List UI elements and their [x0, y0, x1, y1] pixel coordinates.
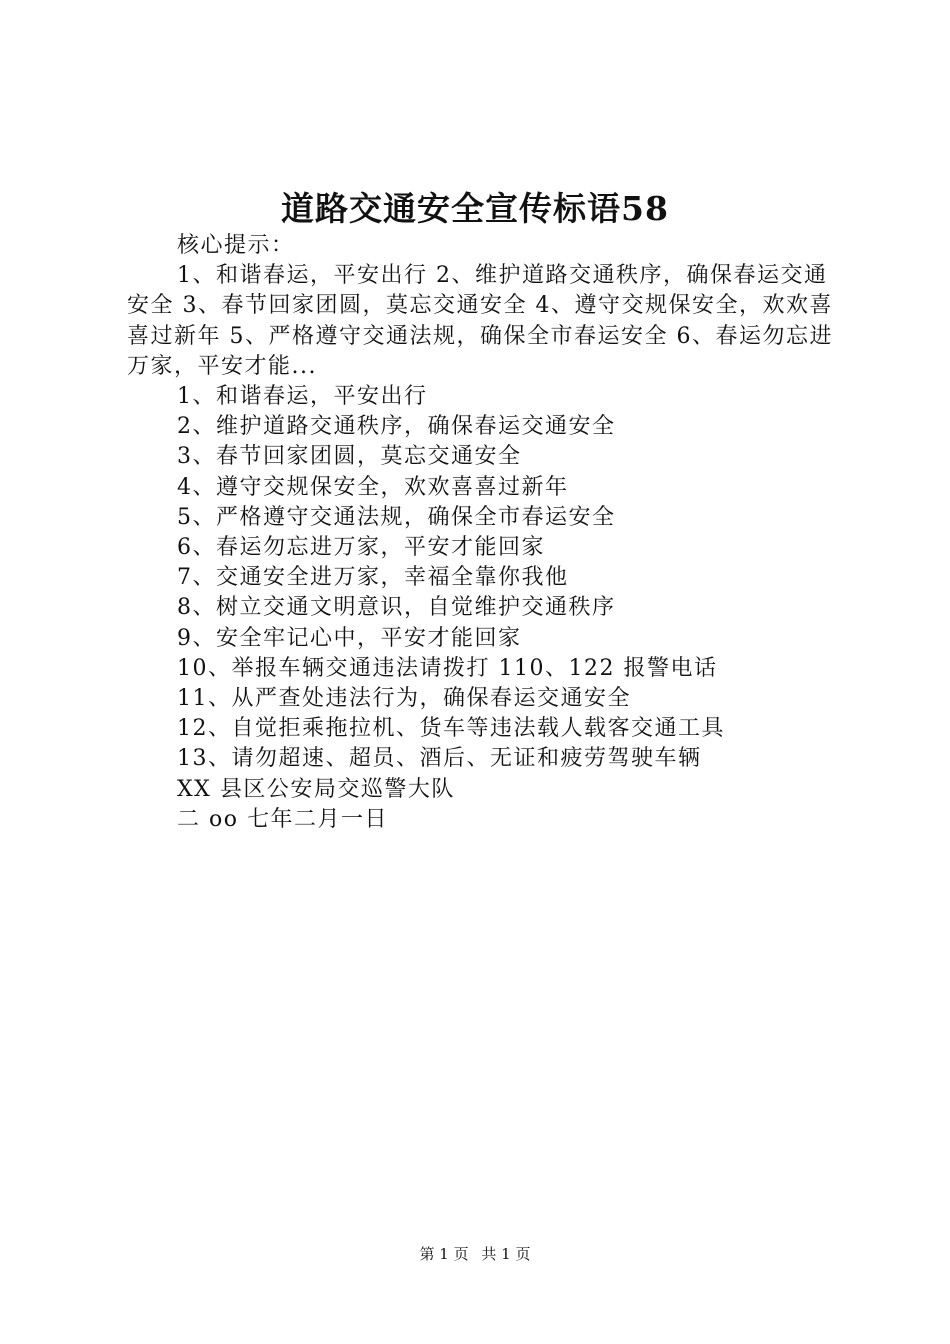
slogan-item: 5、严格遵守交通法规，确保全市春运安全: [177, 504, 616, 530]
slogan-item: 2、维护道路交通秩序，确保春运交通安全: [177, 414, 616, 440]
document-body: [127, 231, 847, 835]
slogan-item: 1、和谐春运，平安出行: [177, 384, 428, 410]
slogan-item: 3、春节回家团圆，莫忘交通安全: [177, 444, 522, 470]
slogan-item: 7、交通安全进万家，幸福全靠你我他: [177, 565, 569, 591]
page-total: 共 1 页: [481, 1245, 531, 1263]
slogan-item: 6、春运勿忘进万家，平安才能回家: [177, 535, 545, 561]
document-title: 道路交通安全宣传标语58: [281, 189, 669, 228]
page-number: 第 1 页: [419, 1245, 469, 1263]
slogan-item: 13、请勿超速、超员、酒后、无证和疲劳驾驶车辆: [177, 746, 702, 772]
slogan-item: 12、自觉拒乘拖拉机、货车等违法载人载客交通工具: [177, 716, 725, 742]
page-footer: [0, 1244, 950, 1264]
slogan-item: 4、遵守交规保安全，欢欢喜喜过新年: [177, 474, 569, 500]
slogan-item: 9、安全牢记心中，平安才能回家: [177, 625, 522, 651]
slogan-item: 11、从严查处违法行为，确保春运交通安全: [177, 686, 631, 712]
date-line: 二 oo 七年二月一日: [177, 806, 388, 832]
slogan-item: 10、举报车辆交通违法请拨打 110、122 报警电话: [177, 655, 718, 681]
summary-text: 1、和谐春运，平安出行 2、维护道路交通秩序，确保春运交通安全 3、春节回家团圆，莫忘交通安全 4、遵守交规保安全，欢欢喜喜过新年 5、严格遵守交通法规，确保全市春运安全 6、春运勿忘进万家，平安才能...: [127, 263, 833, 379]
issuer-line: XX 县区公安局交巡警大队: [177, 776, 455, 802]
summary-label: 核心提示：: [177, 233, 295, 258]
slogan-item: 8、树立交通文明意识，自觉维护交通秩序: [177, 595, 616, 621]
